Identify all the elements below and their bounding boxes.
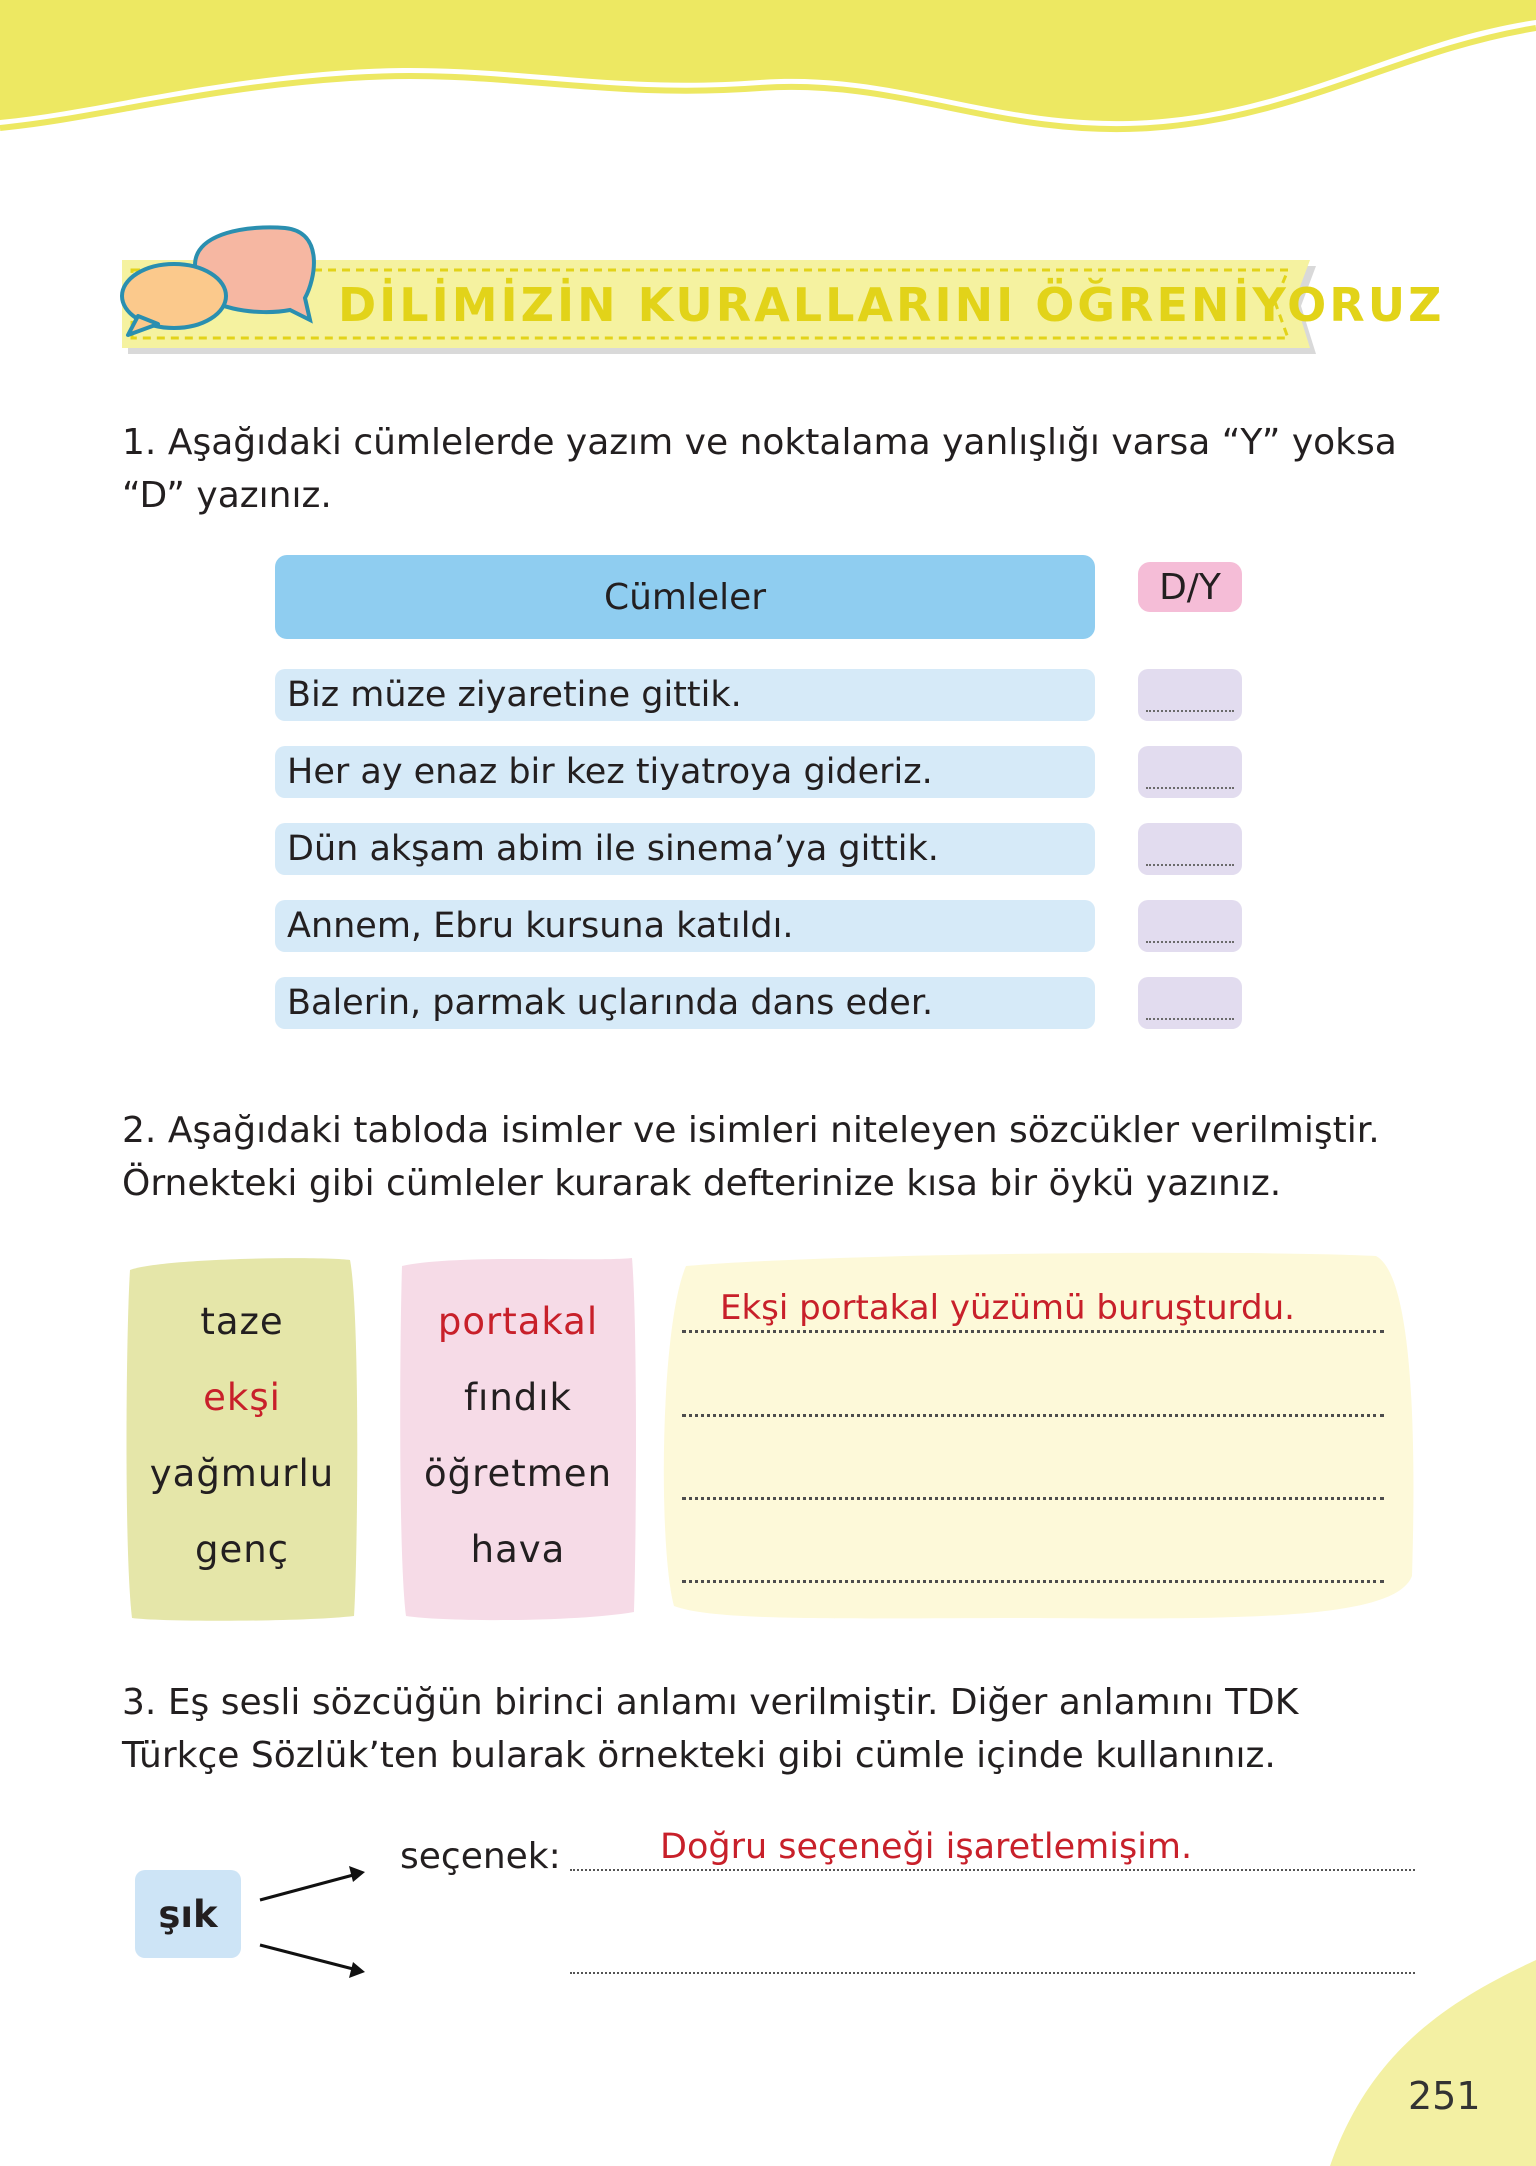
adjective-word: genç — [194, 1528, 290, 1571]
answer-box[interactable] — [1138, 977, 1242, 1029]
arrows-icon — [255, 1820, 375, 1990]
top-wave-decoration — [0, 0, 1536, 160]
noun-word: fındık — [464, 1376, 572, 1419]
noun-word: hava — [470, 1528, 566, 1571]
answer-box[interactable] — [1138, 823, 1242, 875]
sentence-row: Biz müze ziyaretine gittik. — [275, 669, 1095, 721]
answer-box[interactable] — [1138, 669, 1242, 721]
answer-line[interactable] — [570, 1972, 1415, 1974]
page-number: 251 — [1408, 2074, 1481, 2118]
writing-line[interactable] — [682, 1497, 1384, 1500]
writing-line[interactable] — [682, 1330, 1384, 1333]
question-1 — [122, 416, 1422, 522]
first-meaning-label: seçenek: — [400, 1836, 561, 1877]
nouns-card — [396, 1252, 640, 1624]
question-2 — [122, 1104, 1422, 1210]
writing-line[interactable] — [682, 1414, 1384, 1417]
sentence-row: Her ay enaz bir kez tiyatroya gideriz. — [275, 746, 1095, 798]
question-3-number: 3. — [122, 1682, 157, 1723]
sentence-row: Annem, Ebru kursuna katıldı. — [275, 900, 1095, 952]
answer-box[interactable] — [1138, 746, 1242, 798]
adjective-word: ekşi — [203, 1376, 281, 1419]
example-sentence: Ekşi portakal yüzümü buruşturdu. — [720, 1288, 1295, 1328]
sentences-table-header: Cümleler — [275, 555, 1095, 639]
answer-box[interactable] — [1138, 900, 1242, 952]
section-title: DİLİMİZİN KURALLARINI ÖĞRENİYORUZ — [338, 278, 1445, 332]
corner-decoration — [1300, 1960, 1536, 2166]
question-3 — [122, 1676, 1422, 1782]
question-2-text: Aşağıdaki tabloda isimler ve isimleri niteleyen sözcükler verilmiştir. Örnekteki gibi cümleler kurarak defterinize kısa bir öykü yazınız. — [122, 1110, 1380, 1204]
answer-line[interactable] — [570, 1869, 1415, 1871]
sentence-row: Dün akşam abim ile sinema’ya gittik. — [275, 823, 1095, 875]
homonym-word: şık — [135, 1870, 241, 1958]
answer-column-header: D/Y — [1138, 562, 1242, 612]
question-3-text: Eş sesli sözcüğün birinci anlamı verilmiştir. Diğer anlamını TDK Türkçe Sözlük’ten bularak örnekteki gibi cümle içinde kullanınız. — [122, 1682, 1299, 1776]
noun-word: öğretmen — [423, 1452, 613, 1495]
adjective-word: taze — [200, 1300, 284, 1343]
question-1-text: Aşağıdaki cümlelerde yazım ve noktalama yanlışlığı varsa “Y” yoksa “D” yazınız. — [122, 422, 1397, 516]
adjectives-card — [122, 1252, 362, 1624]
adjective-word: yağmurlu — [149, 1452, 335, 1495]
example-sentence: Doğru seçeneği işaretlemişim. — [660, 1827, 1193, 1867]
question-2-number: 2. — [122, 1110, 157, 1151]
sentence-row: Balerin, parmak uçlarında dans eder. — [275, 977, 1095, 1029]
question-1-number: 1. — [122, 422, 157, 463]
noun-word: portakal — [437, 1300, 599, 1343]
writing-line[interactable] — [682, 1580, 1384, 1583]
